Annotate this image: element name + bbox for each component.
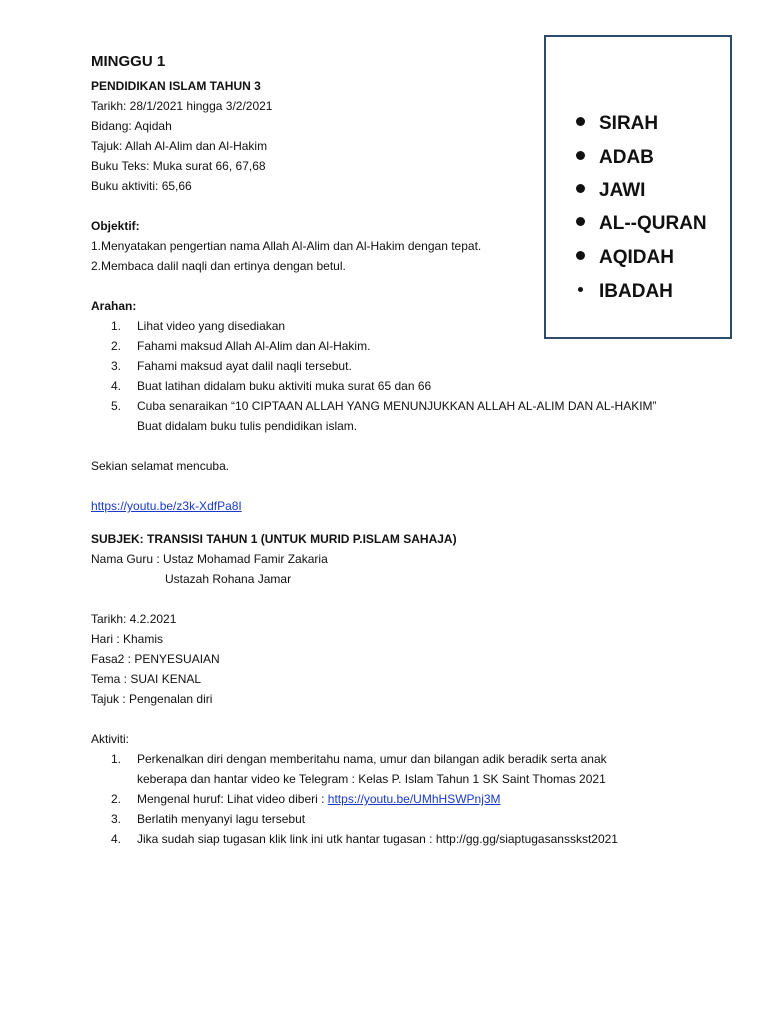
week-title: MINGGU 1 bbox=[91, 53, 166, 70]
activity-book-line: Buku aktiviti: 65,66 bbox=[91, 179, 192, 193]
instruction-3: Fahami maksud ayat dalil naqli tersebut. bbox=[137, 359, 352, 373]
topic-item bbox=[576, 246, 674, 270]
bullet-icon bbox=[576, 151, 585, 160]
objective-1: 1.Menyatakan pengertian nama Allah Al-Alim dan Al-Hakim dengan tepat. bbox=[91, 239, 482, 253]
activity-number: 1. bbox=[111, 752, 122, 766]
activity-2-video-link[interactable]: https://youtu.be/UMhHSWPnj3M bbox=[327, 792, 501, 806]
activity-2 bbox=[137, 791, 501, 807]
objectives-heading: Objektif: bbox=[91, 219, 140, 233]
subject-heading: PENDIDIKAN ISLAM TAHUN 3 bbox=[91, 79, 261, 93]
activity-1-continued: keberapa dan hantar video ke Telegram : Kelas P. Islam Tahun 1 SK Saint Thomas 2021 bbox=[137, 772, 606, 786]
activity-3: Berlatih menyanyi lagu tersebut bbox=[137, 812, 306, 826]
teacher-2: Ustazah Rohana Jamar bbox=[165, 572, 292, 586]
objective-2: 2.Membaca dalil naqli dan ertinya dengan betul. bbox=[91, 259, 346, 273]
day-line: Hari : Khamis bbox=[91, 632, 164, 646]
activity-number: 4. bbox=[111, 832, 122, 846]
instruction-4: Buat latihan didalam buku aktiviti muka surat 65 dan 66 bbox=[137, 379, 432, 393]
topic-item bbox=[576, 146, 654, 170]
video-link-line bbox=[91, 498, 242, 514]
instruction-2: Fahami maksud Allah Al-Alim dan Al-Hakim. bbox=[137, 339, 371, 353]
topic-line-2: Tajuk : Pengenalan diri bbox=[91, 692, 213, 706]
video-link[interactable]: https://youtu.be/z3k-XdfPa8I bbox=[91, 499, 242, 513]
field-line: Bidang: Aqidah bbox=[91, 119, 172, 133]
bullet-icon bbox=[576, 117, 585, 126]
textbook-line: Buku Teks: Muka surat 66, 67,68 bbox=[91, 159, 266, 173]
subject-heading-2: SUBJEK: TRANSISI TAHUN 1 (UNTUK MURID P.ISLAM SAHAJA) bbox=[91, 532, 457, 546]
topic-item bbox=[576, 112, 658, 136]
bullet-icon bbox=[576, 184, 585, 193]
instruction-5: Cuba senaraikan “10 CIPTAAN ALLAH YANG MENUNJUKKAN ALLAH AL-ALIM DAN AL-HAKIM” bbox=[137, 399, 657, 413]
topics-box bbox=[544, 35, 732, 339]
topic-line: Tajuk: Allah Al-Alim dan Al-Hakim bbox=[91, 139, 268, 153]
topic-item bbox=[576, 212, 707, 236]
instruction-number: 2. bbox=[111, 339, 122, 353]
topic-item-label: ADAB bbox=[599, 147, 654, 168]
activity-2-text: Mengenal huruf: Lihat video diberi : bbox=[137, 792, 328, 806]
bullet-icon bbox=[576, 217, 585, 226]
instruction-number: 3. bbox=[111, 359, 122, 373]
topic-item bbox=[576, 179, 645, 203]
activity-number: 2. bbox=[111, 792, 122, 806]
instructions-heading: Arahan: bbox=[91, 299, 137, 313]
topic-item-label: AQIDAH bbox=[599, 247, 674, 268]
instruction-1: Lihat video yang disediakan bbox=[137, 319, 286, 333]
instruction-5-continued: Buat didalam buku tulis pendidikan islam. bbox=[137, 419, 358, 433]
bullet-icon bbox=[578, 287, 583, 292]
topic-item bbox=[576, 280, 673, 304]
theme-line: Tema : SUAI KENAL bbox=[91, 672, 202, 686]
topic-item-label: AL--QURAN bbox=[599, 213, 707, 234]
topic-item-label: IBADAH bbox=[599, 281, 673, 302]
activities-heading: Aktiviti: bbox=[91, 732, 130, 746]
instruction-number: 4. bbox=[111, 379, 122, 393]
teacher-line: Nama Guru : Ustaz Mohamad Famir Zakaria bbox=[91, 552, 328, 566]
topic-item-label: SIRAH bbox=[599, 113, 659, 134]
closing-text: Sekian selamat mencuba. bbox=[91, 459, 230, 473]
date-line-2: Tarikh: 4.2.2021 bbox=[91, 612, 177, 626]
bullet-icon bbox=[576, 251, 585, 260]
phase-line: Fasa2 : PENYESUAIAN bbox=[91, 652, 220, 666]
date-line: Tarikh: 28/1/2021 hingga 3/2/2021 bbox=[91, 99, 273, 113]
instruction-number: 1. bbox=[111, 319, 122, 333]
activity-number: 3. bbox=[111, 812, 122, 826]
instruction-number: 5. bbox=[111, 399, 122, 413]
topic-item-label: JAWI bbox=[599, 180, 646, 201]
activity-4: Jika sudah siap tugasan klik link ini utk hantar tugasan : http://gg.gg/siaptugasansskst2021 bbox=[137, 832, 618, 846]
activity-1: Perkenalkan diri dengan memberitahu nama, umur dan bilangan adik beradik serta anak bbox=[137, 752, 607, 766]
